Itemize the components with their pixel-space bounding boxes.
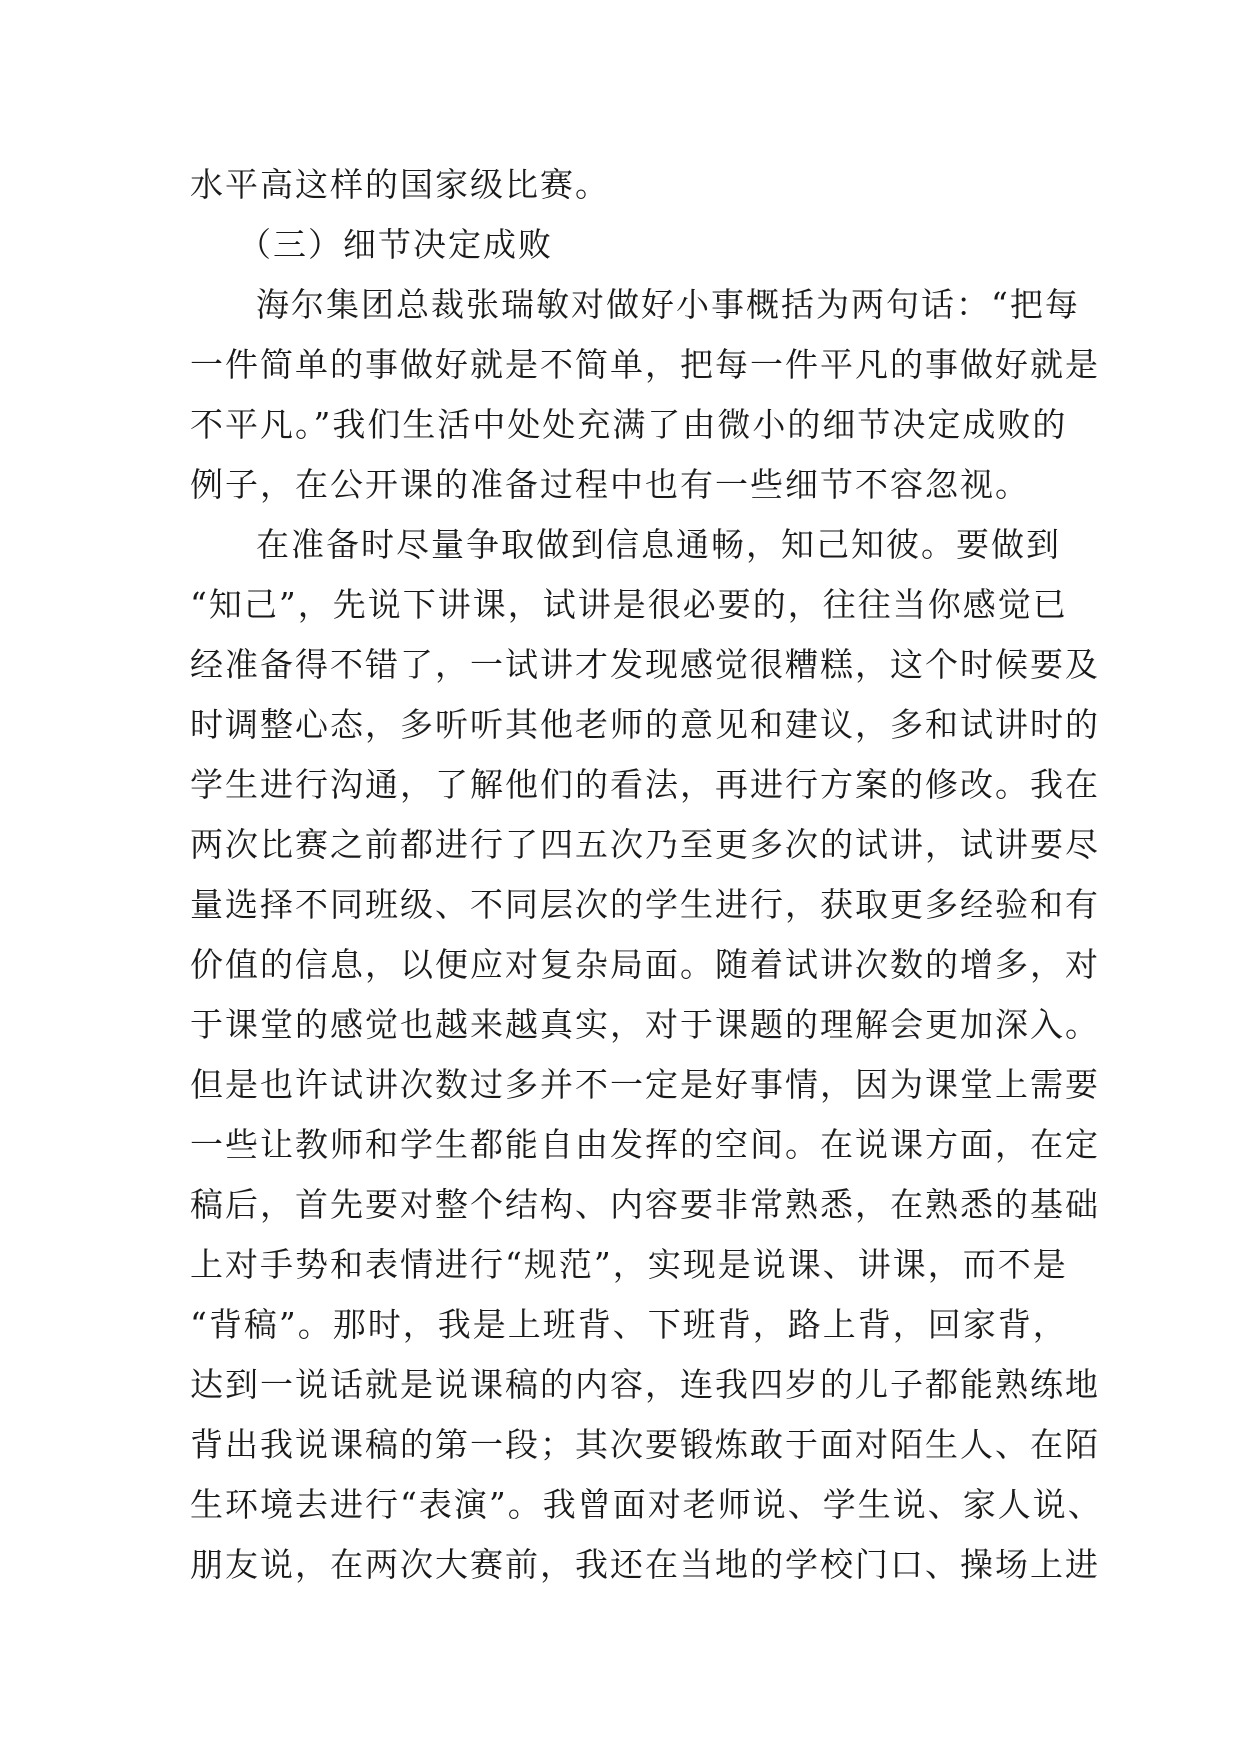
text-line: 水平高这样的国家级比赛。 bbox=[190, 165, 610, 204]
section-heading: （三）细节决定成败 bbox=[238, 225, 553, 264]
text-line: 例子，在公开课的准备过程中也有一些细节不容忽视。 bbox=[190, 465, 1030, 504]
text-line: 一件简单的事做好就是不简单，把每一件平凡的事做好就是 bbox=[190, 345, 1100, 384]
text-line: 价值的信息，以便应对复杂局面。随着试讲次数的增多，对 bbox=[190, 945, 1100, 984]
text-line: 学生进行沟通，了解他们的看法，再进行方案的修改。我在 bbox=[190, 765, 1100, 804]
text-line: 上对手势和表情进行“规范”，实现是说课、讲课，而不是 bbox=[190, 1245, 1068, 1284]
text-line: 两次比赛之前都进行了四五次乃至更多次的试讲，试讲要尽 bbox=[190, 825, 1100, 864]
text-line: 但是也许试讲次数过多并不一定是好事情，因为课堂上需要 bbox=[190, 1065, 1100, 1104]
text-line: 时调整心态，多听听其他老师的意见和建议，多和试讲时的 bbox=[190, 705, 1100, 744]
text-line: 不平凡。”我们生活中处处充满了由微小的细节决定成败的 bbox=[190, 405, 1068, 444]
text-line: 背出我说课稿的第一段；其次要锻炼敢于面对陌生人、在陌 bbox=[190, 1425, 1100, 1464]
text-line: 经准备得不错了，一试讲才发现感觉很糟糕，这个时候要及 bbox=[190, 645, 1100, 684]
text-line: “背稿”。那时，我是上班背、下班背，路上背，回家背， bbox=[190, 1305, 1068, 1344]
text-line: 于课堂的感觉也越来越真实，对于课题的理解会更加深入。 bbox=[190, 1005, 1100, 1044]
text-line: 在准备时尽量争取做到信息通畅，知己知彼。要做到 bbox=[256, 525, 1061, 564]
text-line: 朋友说，在两次大赛前，我还在当地的学校门口、操场上进 bbox=[190, 1545, 1100, 1584]
text-line: 稿后，首先要对整个结构、内容要非常熟悉，在熟悉的基础 bbox=[190, 1185, 1100, 1224]
text-line: 生环境去进行“表演”。我曾面对老师说、学生说、家人说、 bbox=[190, 1485, 1103, 1524]
text-line: “知己”，先说下讲课，试讲是很必要的，往往当你感觉已 bbox=[190, 585, 1068, 624]
text-line: 量选择不同班级、不同层次的学生进行，获取更多经验和有 bbox=[190, 885, 1100, 924]
text-line: 达到一说话就是说课稿的内容，连我四岁的儿子都能熟练地 bbox=[190, 1365, 1100, 1404]
text-line: 一些让教师和学生都能自由发挥的空间。在说课方面，在定 bbox=[190, 1125, 1100, 1164]
text-line: 海尔集团总裁张瑞敏对做好小事概括为两句话：“把每 bbox=[256, 285, 1080, 324]
